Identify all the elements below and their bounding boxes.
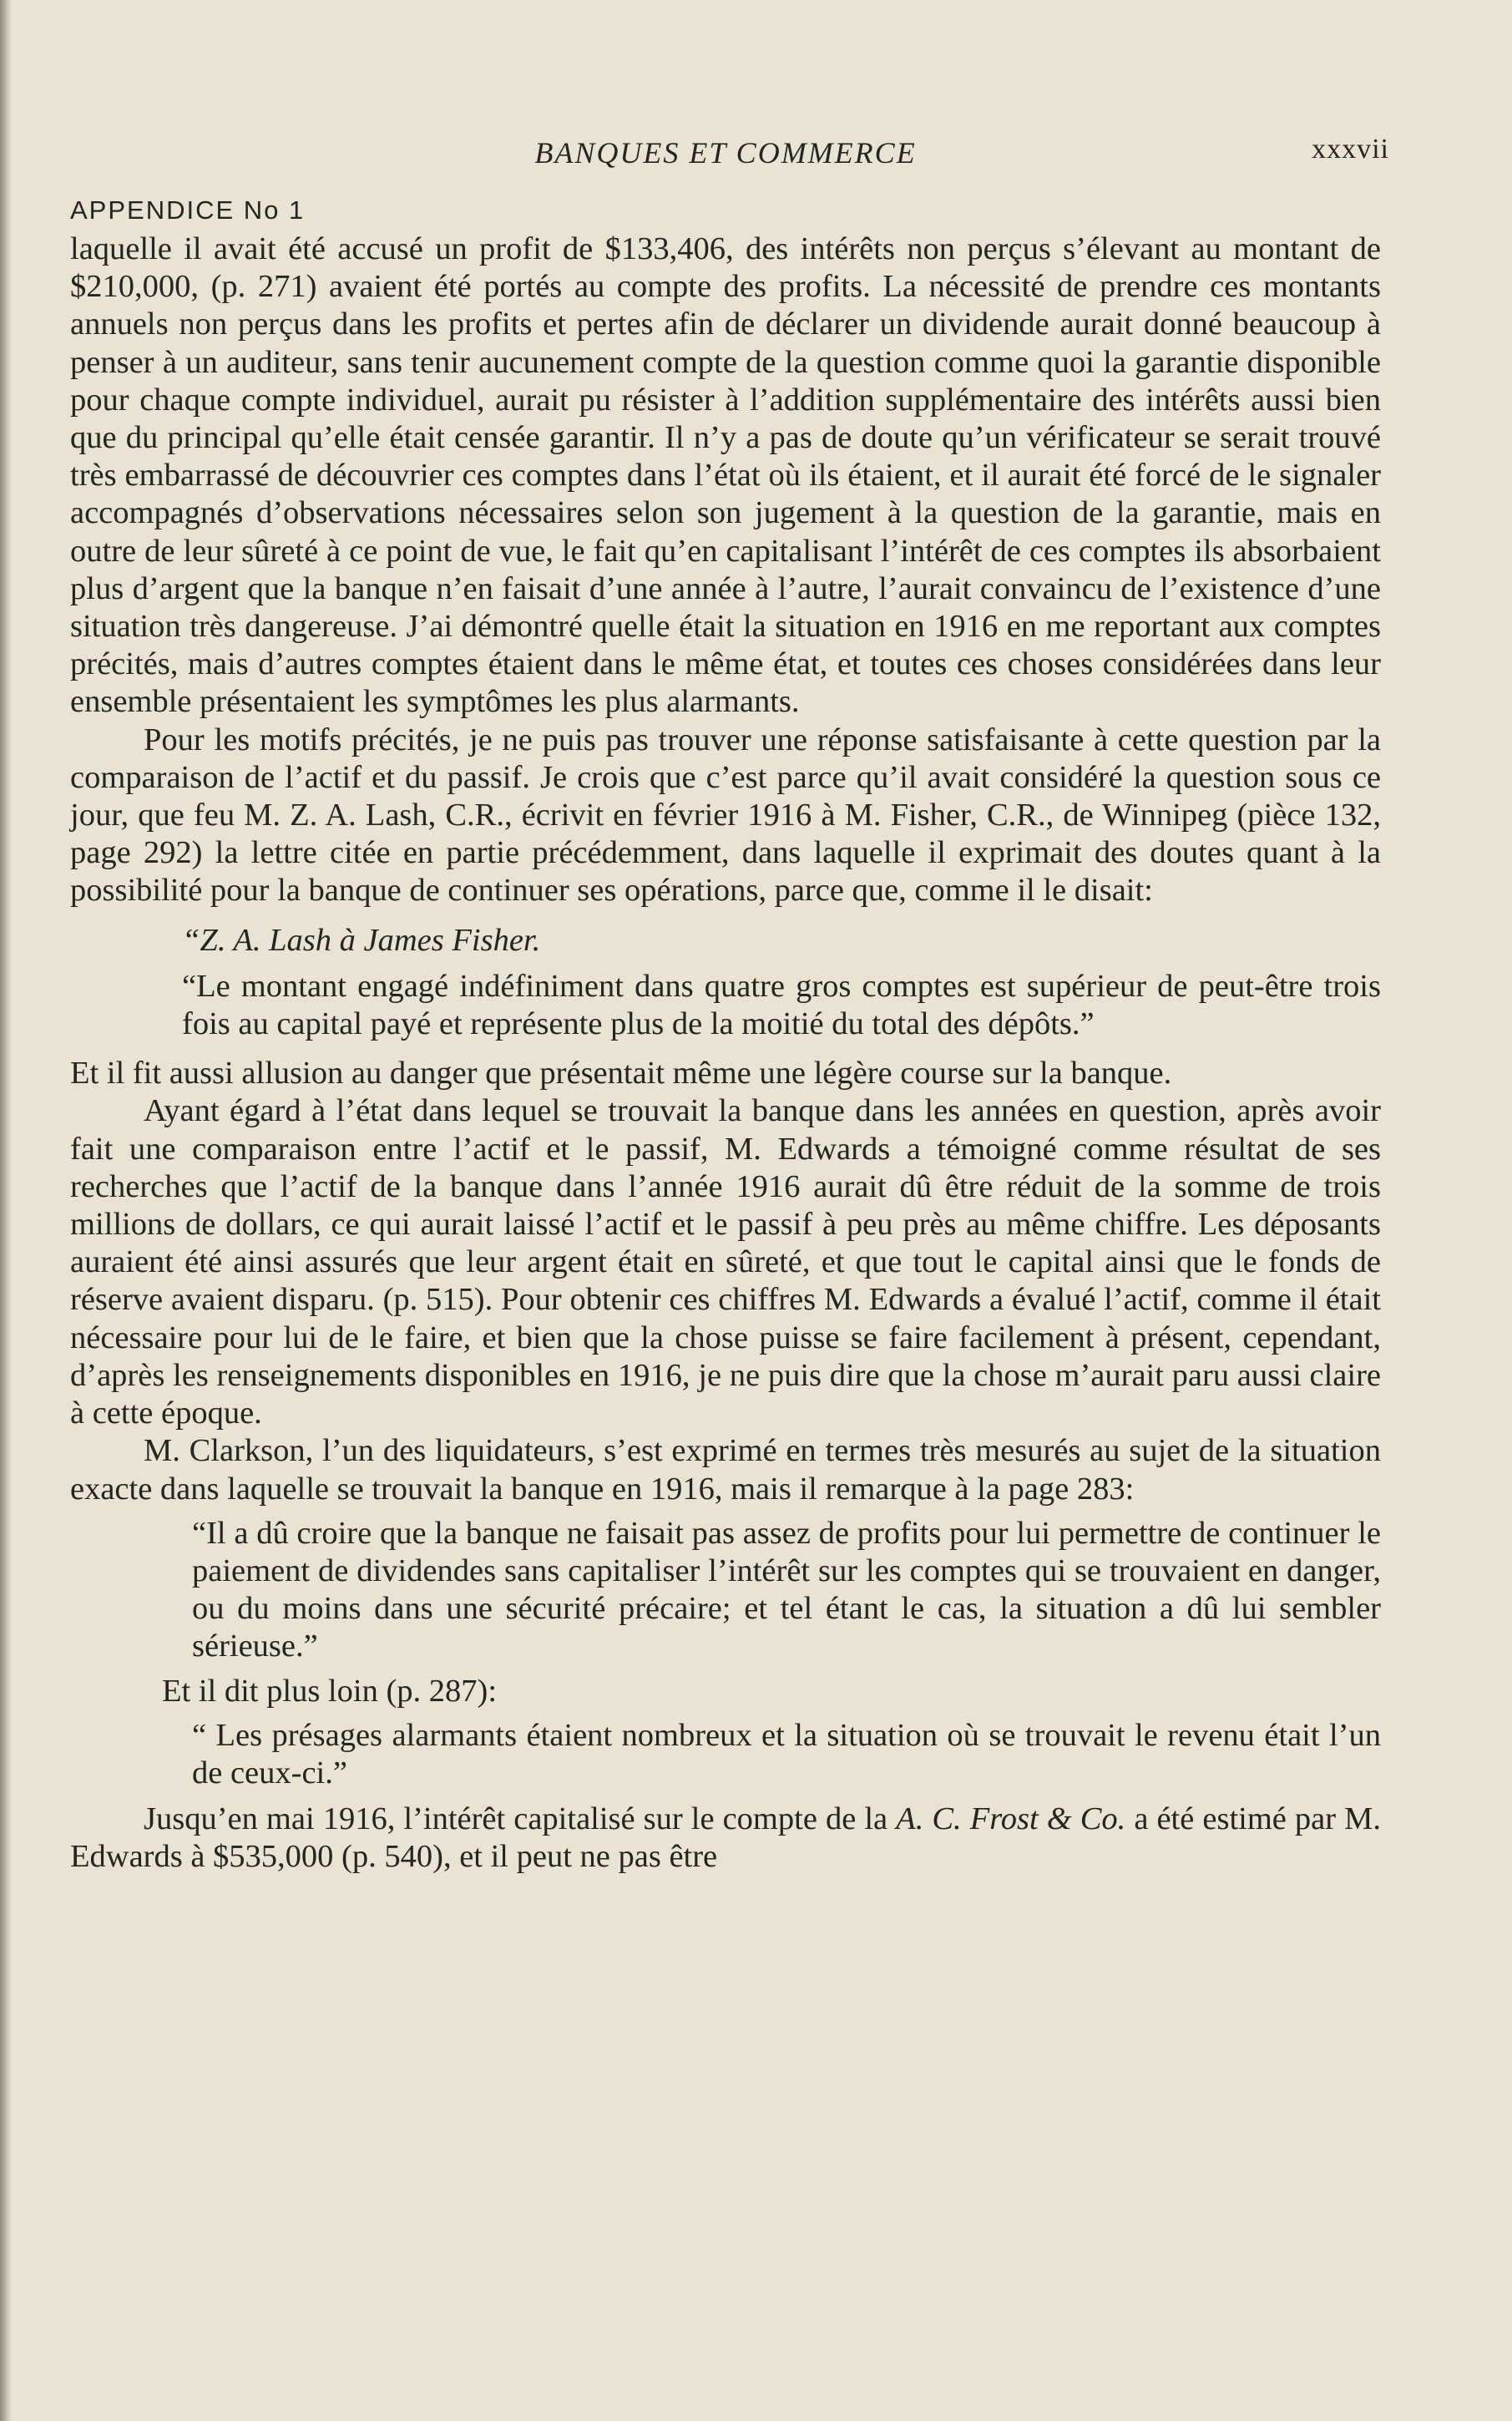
block-quote-lash [182, 922, 1381, 1044]
paragraph-7 [70, 1801, 1381, 1876]
appendix-label: APPENDICE No 1 [70, 195, 306, 225]
page-number: xxxvii [1312, 134, 1389, 165]
block-quote-clarkson-2 [192, 1717, 1381, 1792]
quote-text-clarkson-2: “ Les présages alarmants étaient nombreux et la situation où se trouvait le revenu était l’un de ceux-ci.” [192, 1717, 1381, 1790]
quote-attribution: “Z. A. Lash à James Fisher. [182, 922, 541, 958]
paragraph-7-part-a: Jusqu’en mai 1916, l’intérêt capitalisé sur le compte de la [144, 1801, 897, 1837]
quote-text-clarkson-1: “Il a dû croire que la banque ne faisait pas assez de profits pour lui permettre de continuer le paiement de dividendes sans capitaliser l’intérêt sur les comptes qui se trouvaient en danger, ou du moins dans une sécurité précaire; et tel étant le cas, la situation a dû lui sembler sérieuse.” [192, 1515, 1381, 1664]
paragraph-5: M. Clarkson, l’un des liquidateurs, s’est exprimé en termes très mesurés au sujet de la situation exacte dans laquelle se trouvait la banque en 1916, mais il remarque à la page 283: [70, 1433, 1381, 1507]
page-binding-edge [0, 0, 12, 2421]
company-name: A. C. Frost & Co. [896, 1801, 1126, 1837]
paragraph-4: Ayant égard à l’état dans lequel se trouvait la banque dans les années en question, après avoir fait une comparaison entre l’actif et le passif, M. Edwards a témoigné comme résultat de ses recherches que l’actif de la banque dans l’année 1916 aurait dû être réduit de la somme de trois millions de dollars, ce qui aurait laissé l’actif et le passif à peu près au même chiffre. Les déposants auraient été ainsi assurés que leur argent était en sûreté, et que tout le capital ainsi que le fonds de réserve avaient disparu. (p. 515). Pour obtenir ces chiffres M. Edwards a évalué l’actif, comme il était nécessaire pour lui de le faire, et bien que la chose puisse se faire facilement à présent, cependant, d’après les renseignements disponibles en 1916, je ne puis dire que la chose m’aurait paru aussi claire à cette époque. [70, 1093, 1381, 1431]
quote-text-lash: “Le montant engagé indéfiniment dans quatre gros comptes est supérieur de peut-être trois fois au capital payé et représente plus de la moitié du total des dépôts.” [182, 968, 1381, 1042]
block-quote-clarkson-1 [192, 1515, 1381, 1666]
paragraph-3: Et il fit aussi allusion au danger que présentait même une légère course sur la banque. [70, 1056, 1172, 1091]
running-title: BANQUES ET COMMERCE [534, 136, 917, 170]
paragraph-7-part-b: a été estimé par M. Edwards à $535,000 (p. 540), et il peut ne pas être [70, 1801, 1381, 1875]
page-header [70, 125, 1389, 175]
paragraph-6: Et il dit plus loin (p. 287): [162, 1673, 498, 1709]
document-page [70, 125, 1389, 1877]
body-text [70, 230, 1381, 1877]
paragraph-1: laquelle il avait été accusé un profit de $133,406, des intérêts non perçus s’élevant au montant de $210,000, (p. 271) avaient été portés au compte des profits. La nécessité de prendre ces montants annuels non perçus dans les profits et pertes afin de déclarer un dividende aurait donné beaucoup à penser à un auditeur, sans tenir aucunement compte de la question comme quoi la garantie disponible pour chaque compte individuel, aurait pu résister à l’addition supplémentaire des intérêts aussi bien que du principal qu’elle était censée garantir. Il n’y a pas de doute qu’un vérificateur se serait trouvé très embarrassé de découvrier ces comptes dans l’état où ils étaient, et il aurait été forcé de le signaler accompagnés d’observations nécessaires selon son jugement à la question de la garantie, mais en outre de leur sûreté à ce point de vue, le fait qu’en capitalisant l’intérêt de ces comptes ils absorbaient plus d’argent que la banque n’en faisait d’une année à l’autre, l’aurait convaincu de l’existence d’une situation très dangereuse. J’ai démontré quelle était la situation en 1916 en me reportant aux comptes précités, mais d’autres comptes étaient dans le même état, et toutes ces choses considérées dans leur ensemble présentaient les symptômes les plus alarmants. [70, 231, 1381, 720]
paragraph-2: Pour les motifs précités, je ne puis pas trouver une réponse satisfaisante à cette question par la comparaison de l’actif et du passif. Je crois que c’est parce qu’il avait considéré la question sous ce jour, que feu M. Z. A. Lash, C.R., écrivit en février 1916 à M. Fisher, C.R., de Winnipeg (pièce 132, page 292) la lettre citée en partie précédemment, dans laquelle il exprimait des doutes quant à la possibilité pour la banque de continuer ses opérations, parce que, comme il le disait: [70, 722, 1381, 909]
